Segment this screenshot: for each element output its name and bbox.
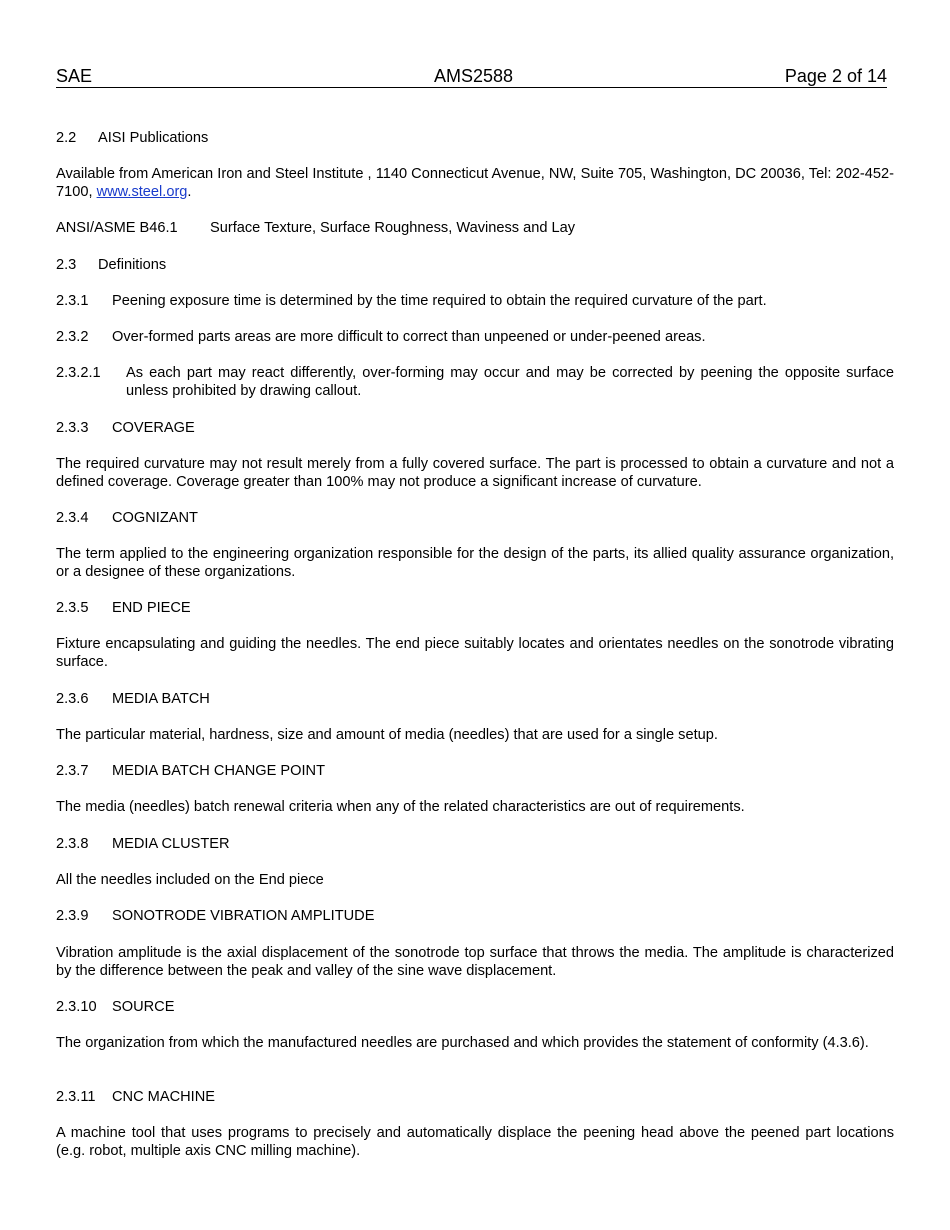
definition-text-2-3-6: The particular material, hardness, size and amount of media (needles) that are used for a single setup. [56, 727, 718, 743]
section-number: 2.3.11 [56, 1089, 96, 1105]
section-heading-2-3-6 [56, 690, 894, 708]
section-title: Definitions [98, 257, 167, 273]
definition-text-2-3-10: The organization from which the manufactured needles are purchased and which provides the statement of conformity (4.3.6). [56, 1035, 869, 1051]
steel-org-link[interactable]: www.steel.org [96, 184, 188, 200]
definition-text: Peening exposure time is determined by the time required to obtain the required curvature of the part. [112, 293, 767, 309]
section-number: 2.2 [56, 130, 77, 146]
section-number: 2.3.9 [56, 908, 89, 924]
section-title: END PIECE [112, 600, 191, 616]
definition-text-2-3-8: All the needles included on the End piece [56, 872, 324, 888]
definition-2-3-1 [56, 292, 894, 310]
definition-text-2-3-5: Fixture encapsulating and guiding the needles. The end piece suitably locates and orientates needles on the sonotrode vibrating surface. [56, 636, 894, 670]
section-number: 2.3.6 [56, 691, 89, 707]
section-heading-2-3-3 [56, 419, 894, 437]
definition-2-3-2 [56, 328, 894, 346]
section-heading-2-3-8 [56, 835, 894, 853]
section-number: 2.3.10 [56, 999, 97, 1015]
section-title: SOURCE [112, 999, 175, 1015]
section-number: 2.3.2.1 [56, 365, 101, 381]
section-title: MEDIA BATCH [112, 691, 210, 707]
section-number: 2.3.5 [56, 600, 89, 616]
definition-text-2-3-9: Vibration amplitude is the axial displacement of the sonotrode top surface that throws the media. The amplitude is characterized by the difference between the peak and valley of the sine wave displacement. [56, 945, 894, 979]
section-heading-2-3-7 [56, 762, 894, 780]
section-heading-2-3-9 [56, 907, 894, 925]
ansi-code: ANSI/ASME B46.1 [56, 220, 178, 236]
section-title: AISI Publications [98, 130, 209, 146]
section-number: 2.3 [56, 257, 77, 273]
header-doc-number: AMS2588 [434, 66, 514, 86]
page-header [56, 66, 887, 88]
section-number: 2.3.4 [56, 510, 89, 526]
definition-text-2-3-3: The required curvature may not result merely from a fully covered surface. The part is processed to obtain a curvature and not a defined coverage. Coverage greater than 100% may not produce a significant increase of curvature. [56, 456, 894, 490]
section-heading-2-3-4 [56, 509, 894, 527]
section-heading-2-3 [56, 256, 894, 274]
section-title: CNC MACHINE [112, 1089, 215, 1105]
section-title: MEDIA CLUSTER [112, 836, 230, 852]
section-heading-2-2 [56, 129, 894, 147]
section-number: 2.3.1 [56, 293, 89, 309]
section-title: COVERAGE [112, 420, 195, 436]
section-title: SONOTRODE VIBRATION AMPLITUDE [112, 908, 375, 924]
aisi-text: Available from American Iron and Steel Institute , 1140 Connecticut Avenue, NW, Suite 705, Washington, DC 20036, Tel: 202-452-7100, [56, 166, 894, 200]
section-number: 2.3.7 [56, 763, 89, 779]
definition-text-2-3-7: The media (needles) batch renewal criteria when any of the related characteristics are out of requirements. [56, 799, 745, 815]
definition-text-2-3-4: The term applied to the engineering organization responsible for the design of the parts, its allied quality assurance organization, or a designee of these organizations. [56, 546, 894, 580]
header-page-number: Page 2 of 14 [784, 66, 887, 86]
definition-text: As each part may react differently, over-forming may occur and may be corrected by peening the opposite surface unless prohibited by drawing callout. [126, 365, 894, 399]
header-org: SAE [56, 66, 93, 86]
aisi-paragraph [56, 165, 894, 201]
ansi-title: Surface Texture, Surface Roughness, Waviness and Lay [210, 220, 576, 236]
section-number: 2.3.2 [56, 329, 89, 345]
section-heading-2-3-5 [56, 599, 894, 617]
definition-text-2-3-11: A machine tool that uses programs to precisely and automatically displace the peening head above the peened part locations (e.g. robot, multiple axis CNC milling machine). [56, 1125, 894, 1159]
aisi-text-end: . [187, 184, 192, 200]
section-heading-2-3-10 [56, 998, 894, 1016]
ansi-reference [56, 219, 894, 237]
section-number: 2.3.3 [56, 420, 89, 436]
section-title: COGNIZANT [112, 510, 198, 526]
section-heading-2-3-11 [56, 1088, 894, 1106]
definition-text: Over-formed parts areas are more difficult to correct than unpeened or under-peened areas. [112, 329, 706, 345]
section-number: 2.3.8 [56, 836, 89, 852]
section-title: MEDIA BATCH CHANGE POINT [112, 763, 325, 779]
